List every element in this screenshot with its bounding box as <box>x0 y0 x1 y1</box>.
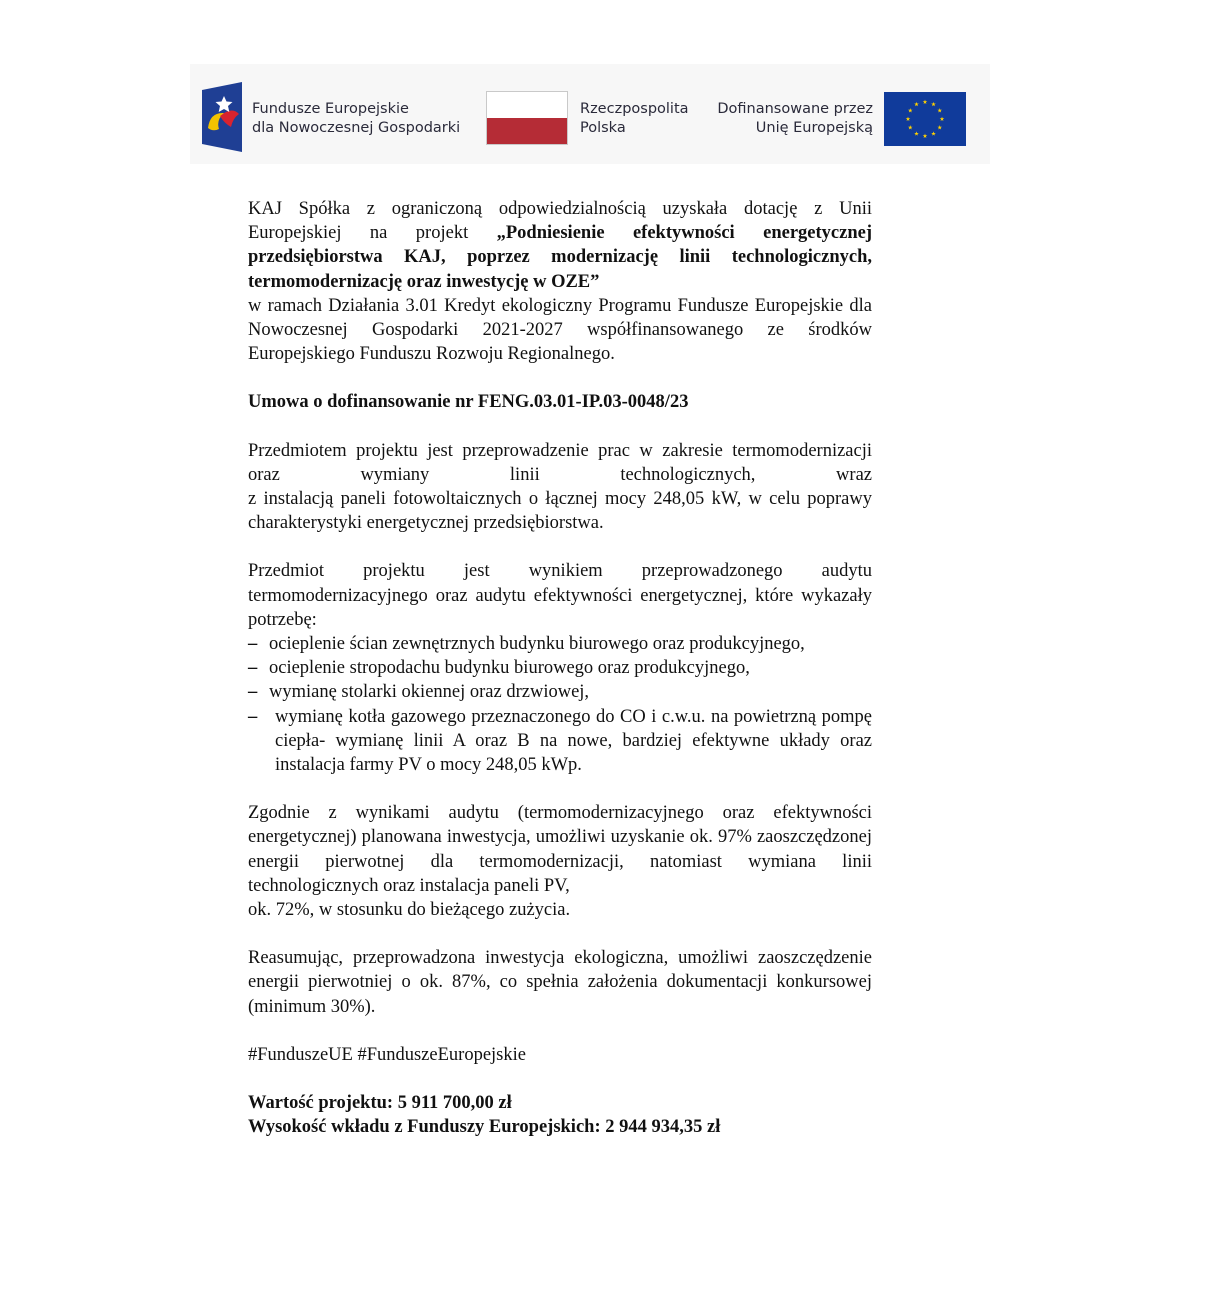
summary-paragraph: Reasumując, przeprowadzona inwestycja ekologiczna, umożliwi zaoszczędzenie energii pierwotniej o ok. 87%, co spełnia założenia dokumentacji konkursowej (minimum 30%). <box>248 948 872 1017</box>
project-title: „Podniesienie efektywności energetycznej przedsiębiorstwa KAJ, poprzez modernizację linii technologicznych, termomodernizację oraz inwestycję w OZE” <box>248 223 872 292</box>
intro-paragraph <box>248 197 872 294</box>
bullet-dash: – <box>248 682 258 703</box>
eu-flag-icon <box>884 92 966 146</box>
fe-logo-text <box>252 100 460 138</box>
results-line1: Zgodnie z wynikami audytu (termomodernizacyjnego oraz efektywności energetycznej) planowana inwestycja, umożliwi uzyskanie ok. 97% zaoszczędzonej energii pierwotnej dla termomodernizacji, natomiast wymiana linii technologicznych oraz instalacja paneli PV, <box>248 803 872 896</box>
list-item <box>248 705 872 778</box>
needs-list <box>248 632 872 777</box>
agreement-number: Umowa o dofinansowanie nr FENG.03.01-IP.03-0048/23 <box>248 392 689 413</box>
eu-contribution: Wysokość wkładu z Funduszy Europejskich: 2 944 934,35 zł <box>248 1117 721 1138</box>
subject-line1: Przedmiotem projektu jest przeprowadzenie prac w zakresie termomodernizacji oraz wymiany linii technologicznych, wraz <box>248 440 872 485</box>
list-item-text: wymianę kotła gazowego przeznaczonego do CO i c.w.u. na powietrzną pompę ciepła- wymianę linii A oraz B na nowe, bardziej efektywne układy oraz instalacja farmy PV o mocy 248,05 kWp. <box>275 706 872 776</box>
bullet-dash: – <box>248 658 258 679</box>
results-line2: ok. 72%, w stosunku do bieżącego zużycia. <box>248 900 571 921</box>
eu-logo-line1: Dofinansowane przez <box>717 101 873 117</box>
pl-logo-line2: Polska <box>580 120 626 136</box>
document-body <box>248 197 872 1140</box>
bullet-dash: – <box>248 706 258 727</box>
fe-logo-icon <box>202 82 242 152</box>
project-value: Wartość projektu: 5 911 700,00 zł <box>248 1093 512 1114</box>
eu-logo-line2: Unię Europejską <box>755 120 873 136</box>
hashtags: #FunduszeUE #FunduszeEuropejskie <box>248 1044 526 1065</box>
eu-logo-text <box>710 100 873 138</box>
bullet-dash: – <box>248 634 258 655</box>
list-item <box>248 680 872 704</box>
pl-logo-line1: Rzeczpospolita <box>580 101 689 117</box>
program-text: w ramach Działania 3.01 Kredyt ekologiczny Programu Fundusze Europejskie dla Nowoczesnej Gospodarki 2021-2027 współfinansowanego ze środków Europejskiego Funduszu Rozwoju Regionalnego. <box>248 295 872 365</box>
subject-line2: z instalacją paneli fotowoltaicznych o łącznej mocy 248,05 kW, w celu poprawy charakterystyki energetycznej przedsiębiorstwa. <box>248 489 872 534</box>
fe-logo-line1: Fundusze Europejskie <box>252 101 409 117</box>
fe-logo-line2: dla Nowoczesnej Gospodarki <box>252 120 461 136</box>
audit-intro: Przedmiot projektu jest wynikiem przeprowadzonego audytu termomodernizacyjnego oraz audytu efektywności energetycznej, które wykazały potrzebę: <box>248 561 872 630</box>
list-item-text: ocieplenie ścian zewnętrznych budynku biurowego oraz produkcyjnego, <box>269 634 805 655</box>
pl-logo-text <box>580 100 689 138</box>
list-item <box>248 656 872 680</box>
list-item <box>248 632 872 656</box>
polish-flag-icon <box>486 91 568 145</box>
intro-text: KAJ Spółka z ograniczoną odpowiedzialnością uzyskała dotację z Unii Europejskiej na projekt <box>248 199 872 244</box>
list-item-text: ocieplenie stropodachu budynku biurowego oraz produkcyjnego, <box>269 658 750 679</box>
list-item-text: wymianę stolarki okiennej oraz drzwiowej, <box>269 682 590 703</box>
